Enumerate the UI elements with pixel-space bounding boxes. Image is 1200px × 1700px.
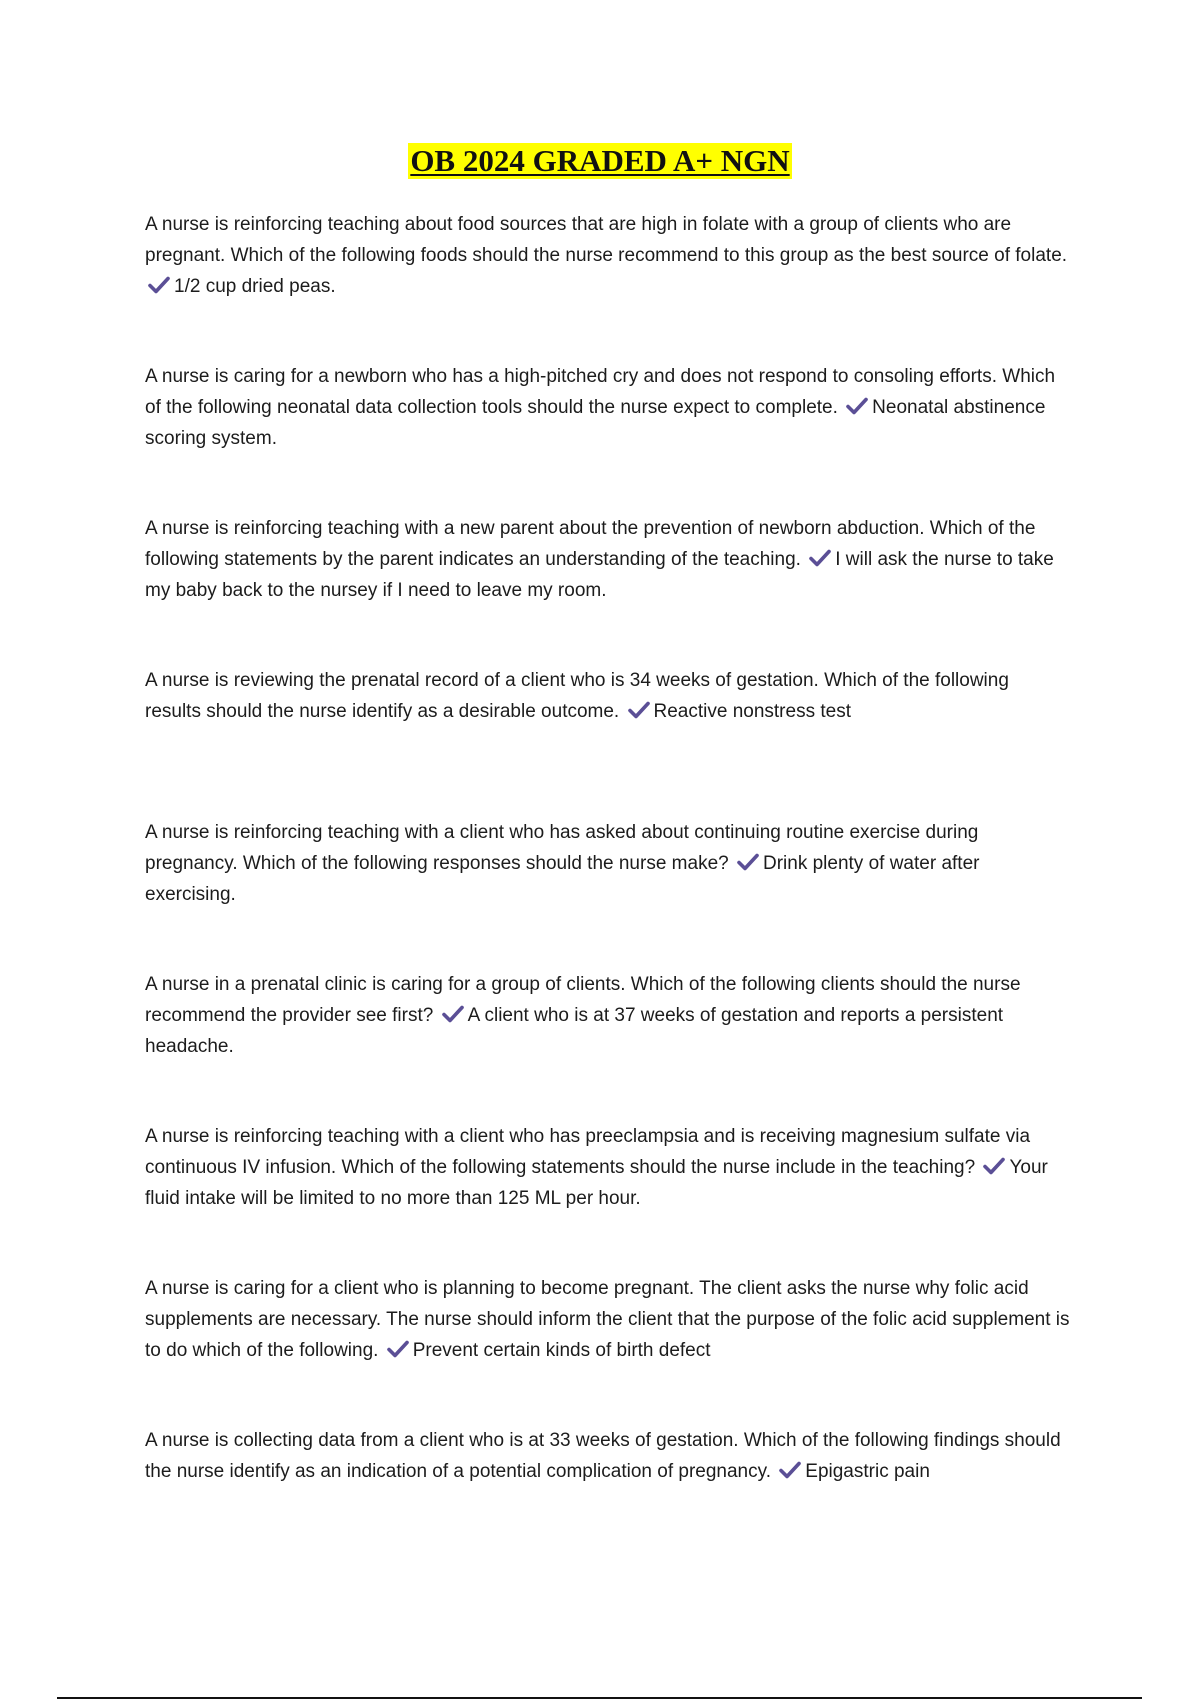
title-container	[0, 143, 1200, 179]
question-text: A nurse in a prenatal clinic is caring for a group of clients. Which of the following clients should the nurse recommend the provider see first?	[145, 974, 1021, 1026]
question-text: A nurse is reviewing the prenatal record of a client who is 34 weeks of gestation. Which of the following results should the nurse identify as a desirable outcome.	[145, 670, 1009, 722]
answer-text: I will ask the nurse to take my baby back to the nursey if I need to leave my room.	[145, 549, 1054, 601]
qa-item	[145, 361, 1070, 513]
question-text: A nurse is collecting data from a client who is at 33 weeks of gestation. Which of the following findings should the nurse identify as an indication of a potential complication of pregnancy.	[145, 1430, 1061, 1482]
answer-text: Your fluid intake will be limited to no more than 125 ML per hour.	[145, 1157, 1048, 1209]
question-text: A nurse is reinforcing teaching about food sources that are high in folate with a group of clients who are pregnant. Which of the following foods should the nurse recommend to this group as the best source of folate.	[145, 214, 1068, 266]
question-text: A nurse is caring for a newborn who has a high-pitched cry and does not respond to consoling efforts. Which of the following neonatal data collection tools should the nurse expect to complete.	[145, 366, 1056, 418]
qa-item	[145, 1273, 1070, 1425]
question-text: A nurse is caring for a client who is planning to become pregnant. The client asks the nurse why folic acid supplements are necessary. The nurse should inform the client that the purpose of the folic acid supplement is to do which of the following.	[145, 1278, 1070, 1361]
answer-text: A client who is at 37 weeks of gestation and reports a persistent headache.	[145, 1005, 1004, 1057]
qa-item	[145, 1425, 1070, 1577]
question-text: A nurse is reinforcing teaching with a client who has asked about continuing routine exercise during pregnancy. Which of the following responses should the nurse make?	[145, 822, 979, 874]
checkmark-icon	[983, 1157, 1005, 1175]
qa-item	[145, 1121, 1070, 1273]
checkmark-icon	[737, 853, 759, 871]
answer-text: Prevent certain kinds of birth defect	[412, 1340, 711, 1361]
checkmark-icon	[442, 1005, 464, 1023]
checkmark-icon	[387, 1340, 409, 1358]
footer-rule	[57, 1697, 1142, 1699]
checkmark-icon	[779, 1461, 801, 1479]
answer-text: Drink plenty of water after exercising.	[145, 853, 980, 905]
qa-item	[145, 817, 1070, 969]
qa-item	[145, 209, 1070, 361]
document-title: OB 2024 GRADED A+ NGN	[410, 143, 790, 178]
checkmark-icon	[628, 701, 650, 719]
answer-text: 1/2 cup dried peas.	[174, 276, 336, 297]
question-text: A nurse is reinforcing teaching with a new parent about the prevention of newborn abduction. Which of the following statements by the parent indicates an understanding of the teaching.	[145, 518, 1036, 570]
qa-list	[145, 209, 1070, 1577]
question-text: A nurse is reinforcing teaching with a client who has preeclampsia and is receiving magnesium sulfate via continuous IV infusion. Which of the following statements should the nurse include in the teaching?	[145, 1126, 1031, 1178]
qa-item	[145, 969, 1070, 1121]
answer-text: Reactive nonstress test	[653, 701, 851, 722]
checkmark-icon	[148, 276, 170, 294]
answer-text: Neonatal abstinence scoring system.	[145, 397, 1046, 449]
checkmark-icon	[846, 397, 868, 415]
checkmark-icon	[809, 549, 831, 567]
qa-item	[145, 513, 1070, 665]
qa-item	[145, 665, 1070, 817]
answer-text: Epigastric pain	[805, 1461, 930, 1482]
